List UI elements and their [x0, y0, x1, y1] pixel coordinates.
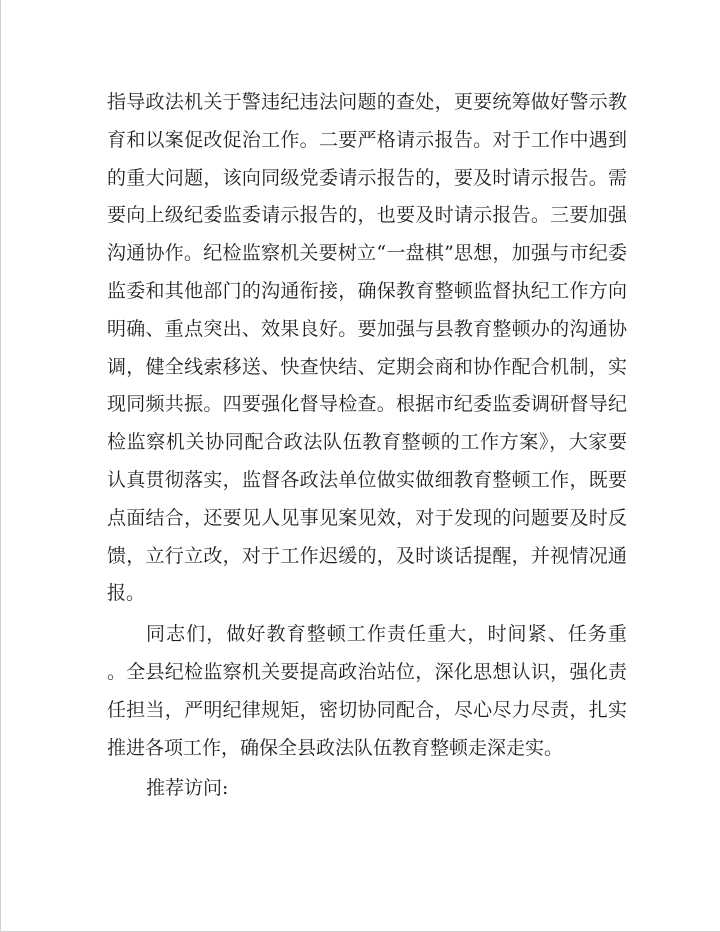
- text-line: 点面结合，还要见人见事见案见效，对于发现的问题要及时反: [107, 506, 627, 529]
- text-line: 调，健全线索移送、快查快结、定期会商和协作配合机制，实: [107, 355, 627, 378]
- text-line: 要向上级纪委监委请示报告的，也要及时请示报告。三要加强: [107, 204, 627, 227]
- text-line: 检监察机关协同配合政法队伍教育整顿的工作方案》，大家要: [107, 431, 627, 454]
- text-line: 推进各项工作，确保全县政法队伍教育整顿走深走实。: [107, 736, 564, 759]
- text-line: 推荐访问:: [146, 777, 229, 800]
- text-line: 沟通协作。纪检监察机关要树立“一盘棋”思想，加强与市纪委: [107, 242, 627, 265]
- text-line: 认真贯彻落实，监督各政法单位做实做细教育整顿工作，既要: [107, 469, 627, 491]
- text-line: 指导政法机关于警违纪违法问题的查处，更要统筹做好警示教: [107, 91, 627, 113]
- text-line: 报。: [107, 582, 146, 605]
- text-line: 任担当，严明纪律规矩，密切协同配合，尽心尽力尽责，扎实: [107, 698, 627, 721]
- text-line: 现同频共振。四要强化督导检查。根据市纪委监委调研督导纪: [107, 393, 627, 416]
- text-line: 。全县纪检监察机关要提高政治站位，深化思想认识，强化责: [107, 661, 627, 683]
- text-line: 明确、重点突出、效果良好。要加强与县教育整顿办的沟通协: [107, 317, 627, 340]
- text-line: 同志们，做好教育整顿工作责任重大，时间紧、任务重: [146, 623, 627, 646]
- text-line: 馈，立行立改，对于工作迟缓的，及时谈话提醒，并视情况通: [107, 544, 627, 567]
- text-line: 的重大问题，该向同级党委请示报告的，要及时请示报告。需: [107, 166, 627, 189]
- text-line: 育和以案促改促治工作。二要严格请示报告。对于工作中遇到: [107, 128, 627, 151]
- text-line: 监委和其他部门的沟通衔接，确保教育整顿监督执纪工作方向: [107, 280, 627, 302]
